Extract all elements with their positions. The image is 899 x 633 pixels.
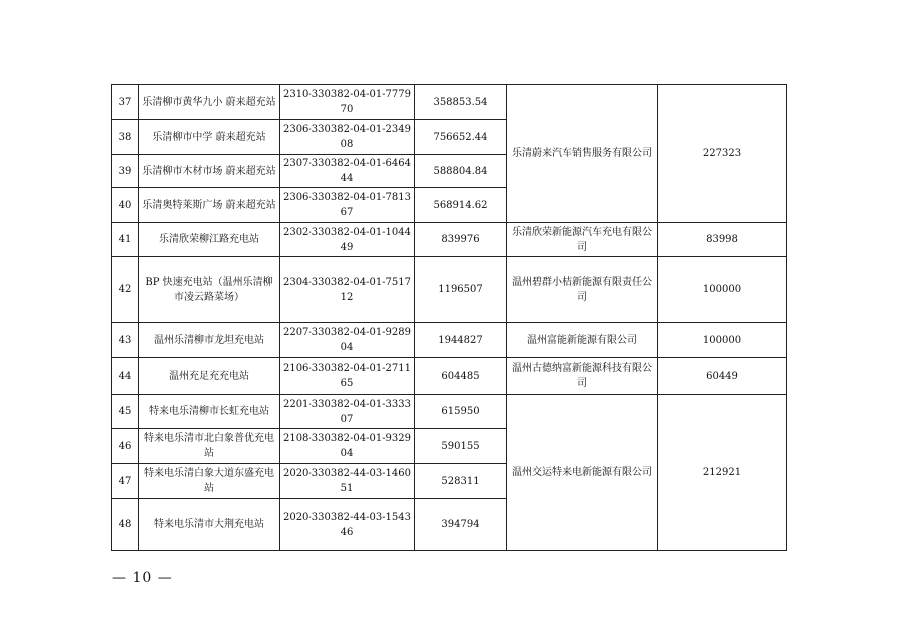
project-code: 2302-330382-04-01-104449	[280, 223, 415, 257]
row-number: 45	[112, 395, 139, 429]
investment-amount: 604485	[415, 358, 507, 395]
subsidy-amount: 212921	[658, 395, 787, 551]
subsidy-amount: 60449	[658, 358, 787, 395]
investment-amount: 568914.62	[415, 188, 507, 223]
project-code: 2310-330382-04-01-777970	[280, 85, 415, 120]
company-name: 乐清蔚来汽车销售服务有限公司	[507, 85, 658, 223]
investment-amount: 358853.54	[415, 85, 507, 120]
table-row	[112, 223, 787, 257]
row-number: 37	[112, 85, 139, 120]
subsidy-amount: 227323	[658, 85, 787, 223]
row-number: 39	[112, 155, 139, 188]
project-code: 2020-330382-44-03-146051	[280, 464, 415, 499]
table-row	[112, 395, 787, 429]
station-name: 特来电乐清柳市长虹充电站	[139, 395, 280, 429]
investment-amount: 394794	[415, 499, 507, 551]
row-number: 38	[112, 120, 139, 155]
project-code: 2306-330382-04-01-781367	[280, 188, 415, 223]
station-name: 乐清柳市木材市场 蔚来超充站	[139, 155, 280, 188]
row-number: 46	[112, 429, 139, 464]
company-name: 温州古德纳富新能源科技有限公司	[507, 358, 658, 395]
company-name: 温州交运特来电新能源有限公司	[507, 395, 658, 551]
station-name: 特来电乐清白象大道东盛充电站	[139, 464, 280, 499]
station-name: 温州乐清柳市龙坦充电站	[139, 323, 280, 358]
station-name: 乐清欣荣柳江路充电站	[139, 223, 280, 257]
station-name: 乐清柳市中学 蔚来超充站	[139, 120, 280, 155]
investment-amount: 528311	[415, 464, 507, 499]
station-name: 乐清奥特莱斯广场 蔚来超充站	[139, 188, 280, 223]
station-name: 乐清柳市黄华九小 蔚来超充站	[139, 85, 280, 120]
investment-amount: 1944827	[415, 323, 507, 358]
row-number: 40	[112, 188, 139, 223]
subsidy-amount: 83998	[658, 223, 787, 257]
page-number: — 10 —	[112, 570, 173, 586]
investment-amount: 756652.44	[415, 120, 507, 155]
row-number: 42	[112, 257, 139, 323]
investment-amount: 839976	[415, 223, 507, 257]
station-name: 温州充足充充电站	[139, 358, 280, 395]
table-row	[112, 323, 787, 358]
investment-amount: 590155	[415, 429, 507, 464]
subsidy-amount: 100000	[658, 323, 787, 358]
project-code: 2106-330382-04-01-271165	[280, 358, 415, 395]
station-name: BP 快速充电站（温州乐清柳市凌云路菜场）	[139, 257, 280, 323]
project-code: 2020-330382-44-03-154346	[280, 499, 415, 551]
subsidy-amount: 100000	[658, 257, 787, 323]
station-name: 特来电乐清市大荆充电站	[139, 499, 280, 551]
row-number: 43	[112, 323, 139, 358]
investment-amount: 615950	[415, 395, 507, 429]
company-name: 温州碧群小桔新能源有限责任公司	[507, 257, 658, 323]
project-code: 2201-330382-04-01-333307	[280, 395, 415, 429]
row-number: 48	[112, 499, 139, 551]
project-code: 2307-330382-04-01-646444	[280, 155, 415, 188]
project-code: 2108-330382-04-01-932904	[280, 429, 415, 464]
project-code: 2207-330382-04-01-928904	[280, 323, 415, 358]
project-code: 2304-330382-04-01-751712	[280, 257, 415, 323]
investment-amount: 1196507	[415, 257, 507, 323]
table-row	[112, 257, 787, 323]
subsidy-table	[111, 84, 787, 551]
investment-amount: 588804.84	[415, 155, 507, 188]
project-code: 2306-330382-04-01-234908	[280, 120, 415, 155]
table-row	[112, 85, 787, 120]
row-number: 41	[112, 223, 139, 257]
station-name: 特来电乐清市北白象普优充电站	[139, 429, 280, 464]
company-name: 乐清欣荣新能源汽车充电有限公司	[507, 223, 658, 257]
row-number: 47	[112, 464, 139, 499]
company-name: 温州富能新能源有限公司	[507, 323, 658, 358]
row-number: 44	[112, 358, 139, 395]
table-row	[112, 358, 787, 395]
